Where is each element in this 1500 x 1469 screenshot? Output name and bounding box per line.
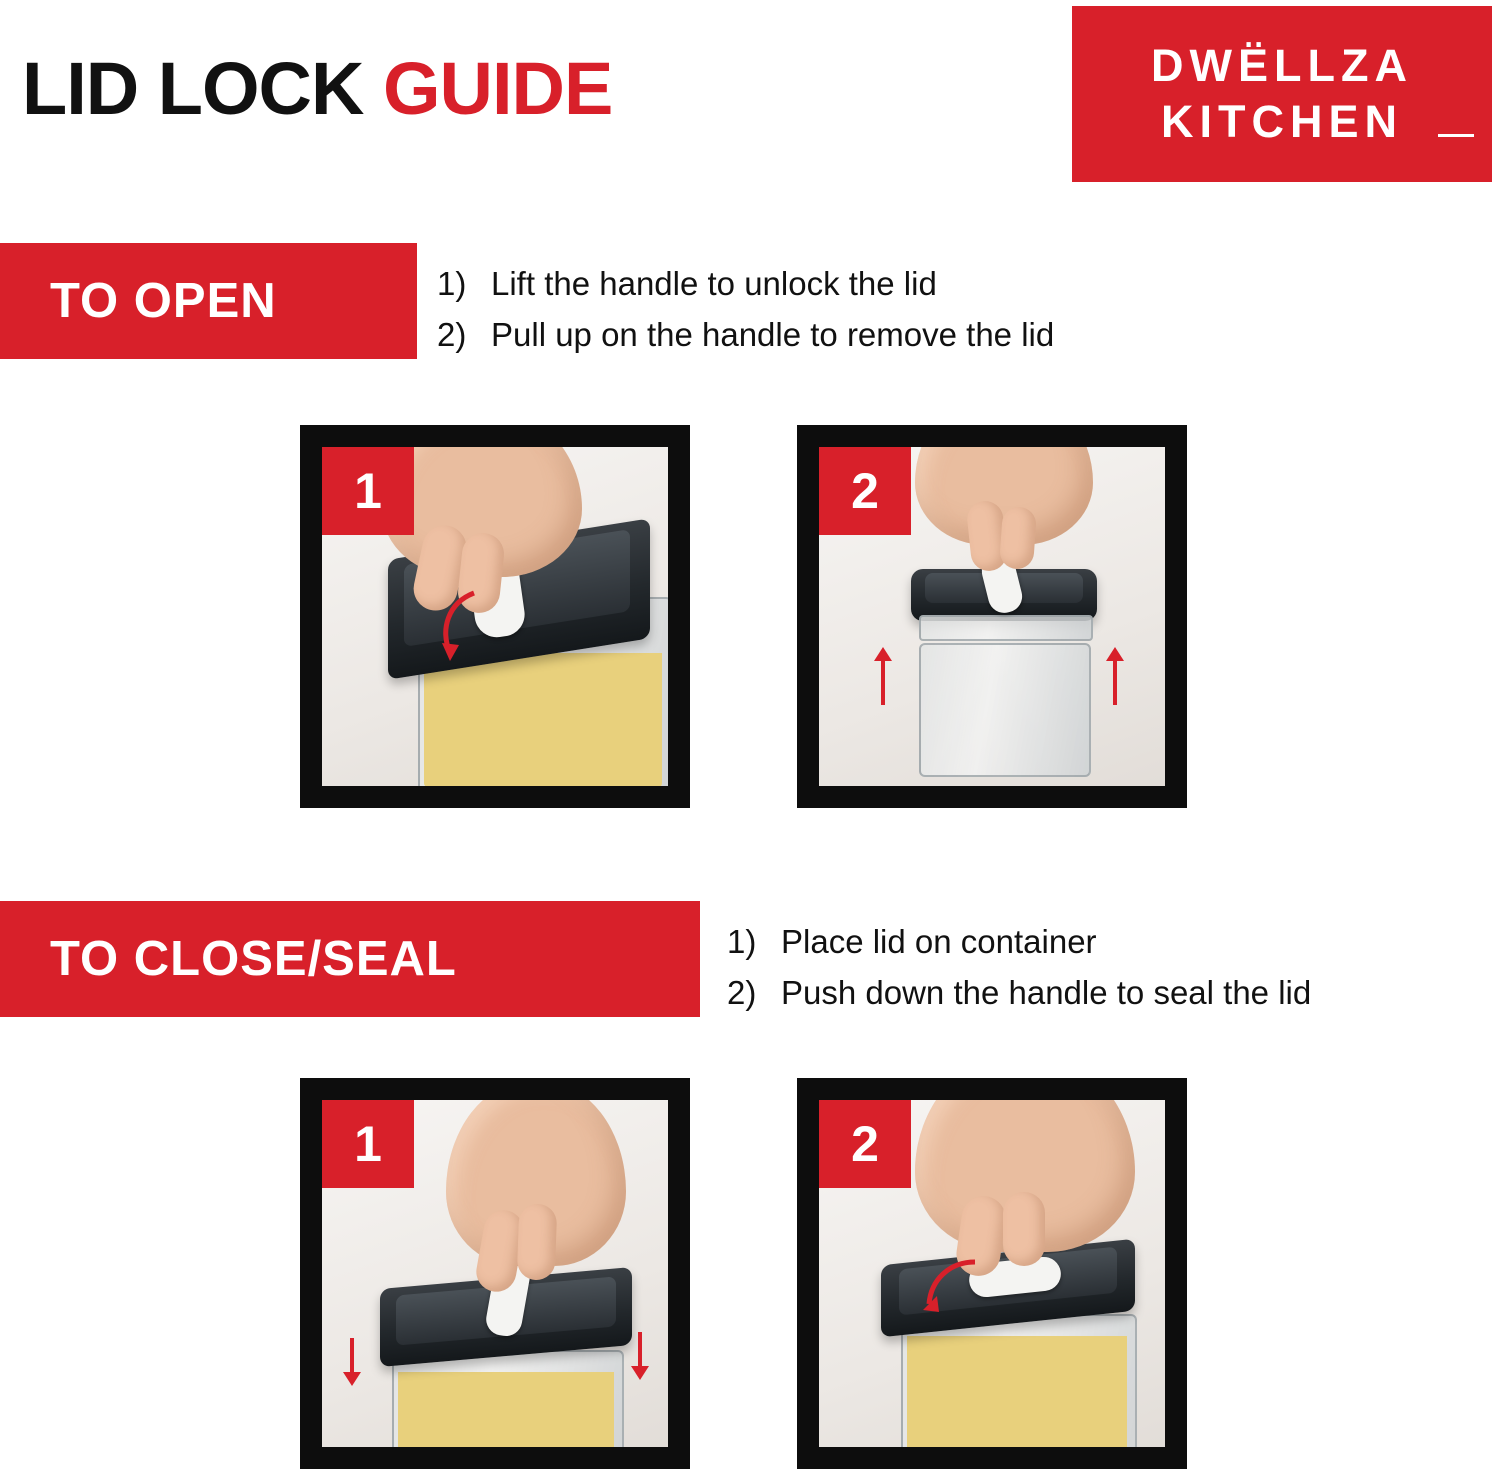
- step-line: [437, 258, 1054, 309]
- pasta-contents: [424, 653, 662, 786]
- photo-open-step-2: [819, 447, 1165, 786]
- photo-open-step-1: [322, 447, 668, 786]
- step-badge: 1: [322, 1100, 414, 1188]
- step-number: 1): [727, 923, 757, 960]
- step-text: Pull up on the handle to remove the lid: [491, 316, 1055, 354]
- finger: [999, 506, 1037, 570]
- step-text: Push down the handle to seal the lid: [781, 974, 1312, 1012]
- photo-frame-open-step-2: [797, 425, 1187, 808]
- step-number: 1): [437, 265, 467, 302]
- pasta-contents: [907, 1336, 1127, 1447]
- step-number: 2): [437, 316, 467, 354]
- step-text: Lift the handle to unlock the lid: [491, 265, 937, 302]
- finger: [1003, 1192, 1045, 1266]
- rotate-arrow-icon: [915, 1250, 995, 1330]
- page-title: [22, 47, 613, 130]
- section-banner-to-close: TO CLOSE/SEAL: [0, 901, 700, 1017]
- section-banner-to-open: TO OPEN: [0, 243, 417, 359]
- brand-logo-line1: DWËLLZA: [1151, 39, 1413, 91]
- photo-frame-open-step-1: [300, 425, 690, 808]
- photo-close-step-2: [819, 1100, 1165, 1447]
- step-badge: 2: [819, 447, 911, 535]
- finger: [517, 1203, 558, 1280]
- brand-logo-line2: KITCHEN: [1161, 96, 1403, 147]
- step-badge: 1: [322, 447, 414, 535]
- step-line: [437, 309, 1054, 360]
- step-badge: 2: [819, 1100, 911, 1188]
- brand-logo: [1072, 6, 1492, 182]
- brand-logo-rule: [1438, 134, 1474, 137]
- photo-frame-close-step-1: [300, 1078, 690, 1469]
- step-number: 2): [727, 974, 757, 1012]
- steps-to-open: [437, 258, 1054, 360]
- lid-rim: [919, 615, 1093, 641]
- page-title-accent: GUIDE: [382, 47, 613, 130]
- step-line: [727, 916, 1311, 967]
- page-title-main: LID LOCK: [22, 47, 383, 130]
- step-line: [727, 967, 1311, 1018]
- pasta-contents: [398, 1372, 614, 1447]
- step-text: Place lid on container: [781, 923, 1097, 960]
- rotate-arrow-icon: [434, 577, 524, 667]
- steps-to-close: [727, 916, 1311, 1018]
- photo-close-step-1: [322, 1100, 668, 1447]
- photo-frame-close-step-2: [797, 1078, 1187, 1469]
- container-body: [919, 643, 1091, 777]
